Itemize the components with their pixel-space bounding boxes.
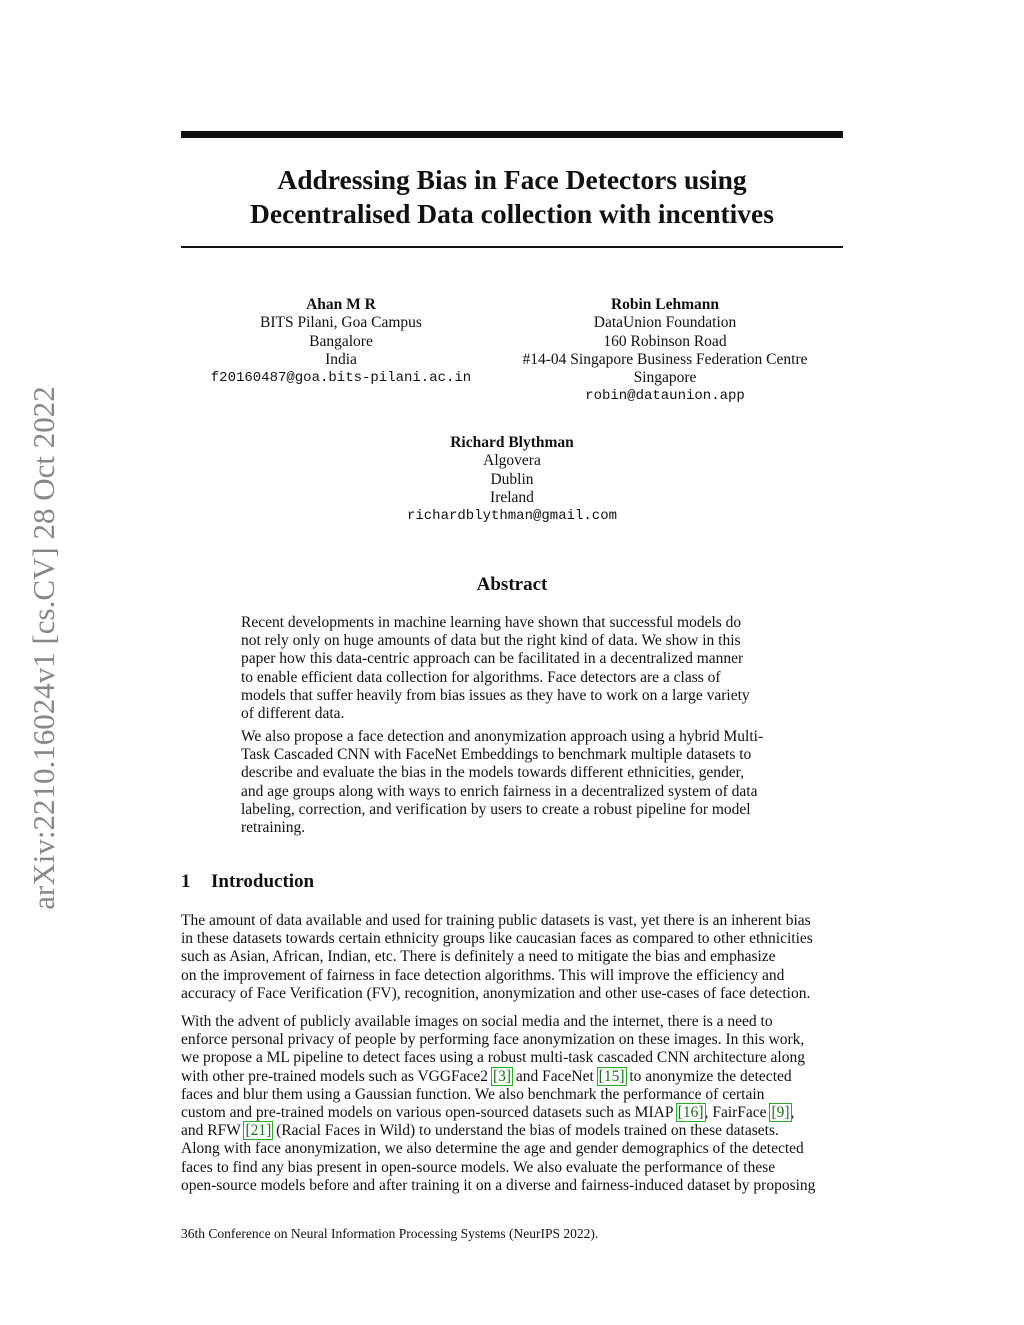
author-affiliation-line: Ireland (490, 488, 534, 506)
author-affiliation-line: Algovera (483, 452, 541, 470)
text-line: Task Cascaded CNN with FaceNet Embeddings to benchmark multiple datasets to (241, 746, 752, 764)
text-line: enforce personal privacy of people by performing face anonymization on these images. In this work, (181, 1031, 805, 1049)
title-line-1: Addressing Bias in Face Detectors using (277, 164, 747, 195)
abstract-heading: Abstract (476, 574, 548, 595)
text-run: to anonymize the detected (625, 1067, 792, 1085)
author-affiliation-line: DataUnion Foundation (593, 314, 737, 332)
intro-paragraph-2 (181, 1013, 843, 1195)
title-bottom-rule (181, 246, 843, 248)
abstract-paragraph-1 (241, 614, 785, 723)
author-affiliation-line: BITS Pilani, Goa Campus (260, 314, 422, 332)
text-run: and FaceNet (512, 1067, 598, 1085)
intro-paragraph-1 (181, 912, 843, 1003)
text-line: in these datasets towards certain ethnicity groups like caucasian faces as compared to other ethnicities (181, 930, 813, 948)
author-block-1 (191, 296, 491, 387)
text-run: with other pre-trained models such as VGGFace2 (181, 1067, 492, 1085)
citation-link-9[interactable]: [9] (771, 1104, 790, 1122)
section-number: 1 (181, 871, 191, 892)
author-email: f20160487@goa.bits-pilani.ac.in (210, 370, 472, 387)
text-line: faces and blur them using a Gaussian function. We also benchmark the performance of certain (181, 1085, 765, 1103)
text-line: open-source models before and after training it on a diverse and fairness-induced dataset by proposing (181, 1176, 816, 1194)
author-affiliation-line: 160 Robinson Road (603, 332, 727, 350)
text-run: custom and pre-trained models on various open-sourced datasets such as MIAP (181, 1104, 677, 1122)
text-line: of different data. (241, 705, 345, 723)
text-line: accuracy of Face Verification (FV), recognition, anonymization and other use-cases of face detection. (181, 984, 811, 1002)
author-affiliation-line: #14-04 Singapore Business Federation Centre (522, 350, 808, 368)
author-email: robin@dataunion.app (585, 388, 745, 405)
author-affiliation-line: Singapore (633, 369, 697, 387)
text-line: The amount of data available and used for training public datasets is vast, yet there is an inherent bias (181, 912, 811, 929)
paper-title (181, 163, 843, 231)
author-block-2 (495, 296, 835, 406)
author-name: Richard Blythman (450, 434, 574, 451)
section-title: Introduction (211, 871, 315, 892)
text-line: we propose a ML pipeline to detect faces using a robust multi-task cascaded CNN architecture along (181, 1049, 805, 1067)
text-line: paper how this data-centric approach can be facilitated in a decentralized manner (241, 650, 744, 668)
text-line: not rely only on huge amounts of data but the right kind of data. We show in this (241, 632, 741, 650)
citation-link-21[interactable]: [21] (245, 1122, 272, 1140)
section-heading-introduction (181, 870, 314, 894)
text-run: , FairFace (704, 1104, 771, 1122)
text-line (181, 1068, 843, 1086)
text-line: on the improvement of fairness in face detection algorithms. This will improve the efficiency and (181, 966, 785, 984)
text-line: retraining. (241, 819, 306, 837)
text-line: faces to find any bias present in open-source models. We also evaluate the performance of these (181, 1158, 776, 1176)
title-line-2: Decentralised Data collection with incentives (250, 198, 774, 229)
text-run: , (790, 1104, 795, 1122)
author-name: Robin Lehmann (610, 296, 720, 313)
text-line (181, 1104, 843, 1122)
author-name: Ahan M R (306, 296, 376, 313)
author-affiliation-line: Dublin (490, 470, 534, 488)
title-top-rule (181, 131, 843, 138)
text-line: labeling, correction, and verification by users to create a robust pipeline for model (241, 800, 751, 818)
text-line: and age groups along with ways to enrich fairness in a decentralized system of data (241, 782, 758, 800)
text-line: to enable efficient data collection for algorithms. Face detectors are a class of (241, 668, 721, 686)
text-line: With the advent of publicly available images on social media and the internet, there is a need to (181, 1013, 773, 1030)
text-run: and RFW (181, 1122, 245, 1140)
citation-link-16[interactable]: [16] (677, 1104, 704, 1122)
text-line: describe and evaluate the bias in the models towards different ethnicities, gender, (241, 764, 745, 782)
citation-link-3[interactable]: [3] (492, 1067, 512, 1085)
text-line: such as Asian, African, Indian, etc. There is definitely a need to mitigate the bias and emphasize (181, 948, 776, 966)
author-affiliation-line: Bangalore (309, 332, 373, 350)
text-line: Along with face anonymization, we also determine the age and gender demographics of the detected (181, 1140, 804, 1158)
text-line: We also propose a face detection and anonymization approach using a hybrid Multi- (241, 728, 764, 745)
abstract-paragraph-2 (241, 728, 785, 837)
text-run: (Racial Faces in Wild) to understand the bias of models trained on these datasets. (272, 1122, 779, 1140)
author-affiliation-line: India (325, 350, 357, 368)
author-block-3 (362, 434, 662, 525)
citation-link-15[interactable]: [15] (598, 1067, 625, 1085)
arxiv-stamp: arXiv:2210.16024v1 [cs.CV] 28 Oct 2022 (26, 386, 61, 910)
conference-footnote: 36th Conference on Neural Information Processing Systems (NeurIPS 2022). (181, 1226, 599, 1241)
author-email: richardblythman@gmail.com (406, 508, 618, 525)
text-line (181, 1122, 843, 1140)
text-line: models that suffer heavily from bias issues as they have to work on a large variety (241, 686, 750, 704)
text-line: Recent developments in machine learning have shown that successful models do (241, 614, 742, 631)
